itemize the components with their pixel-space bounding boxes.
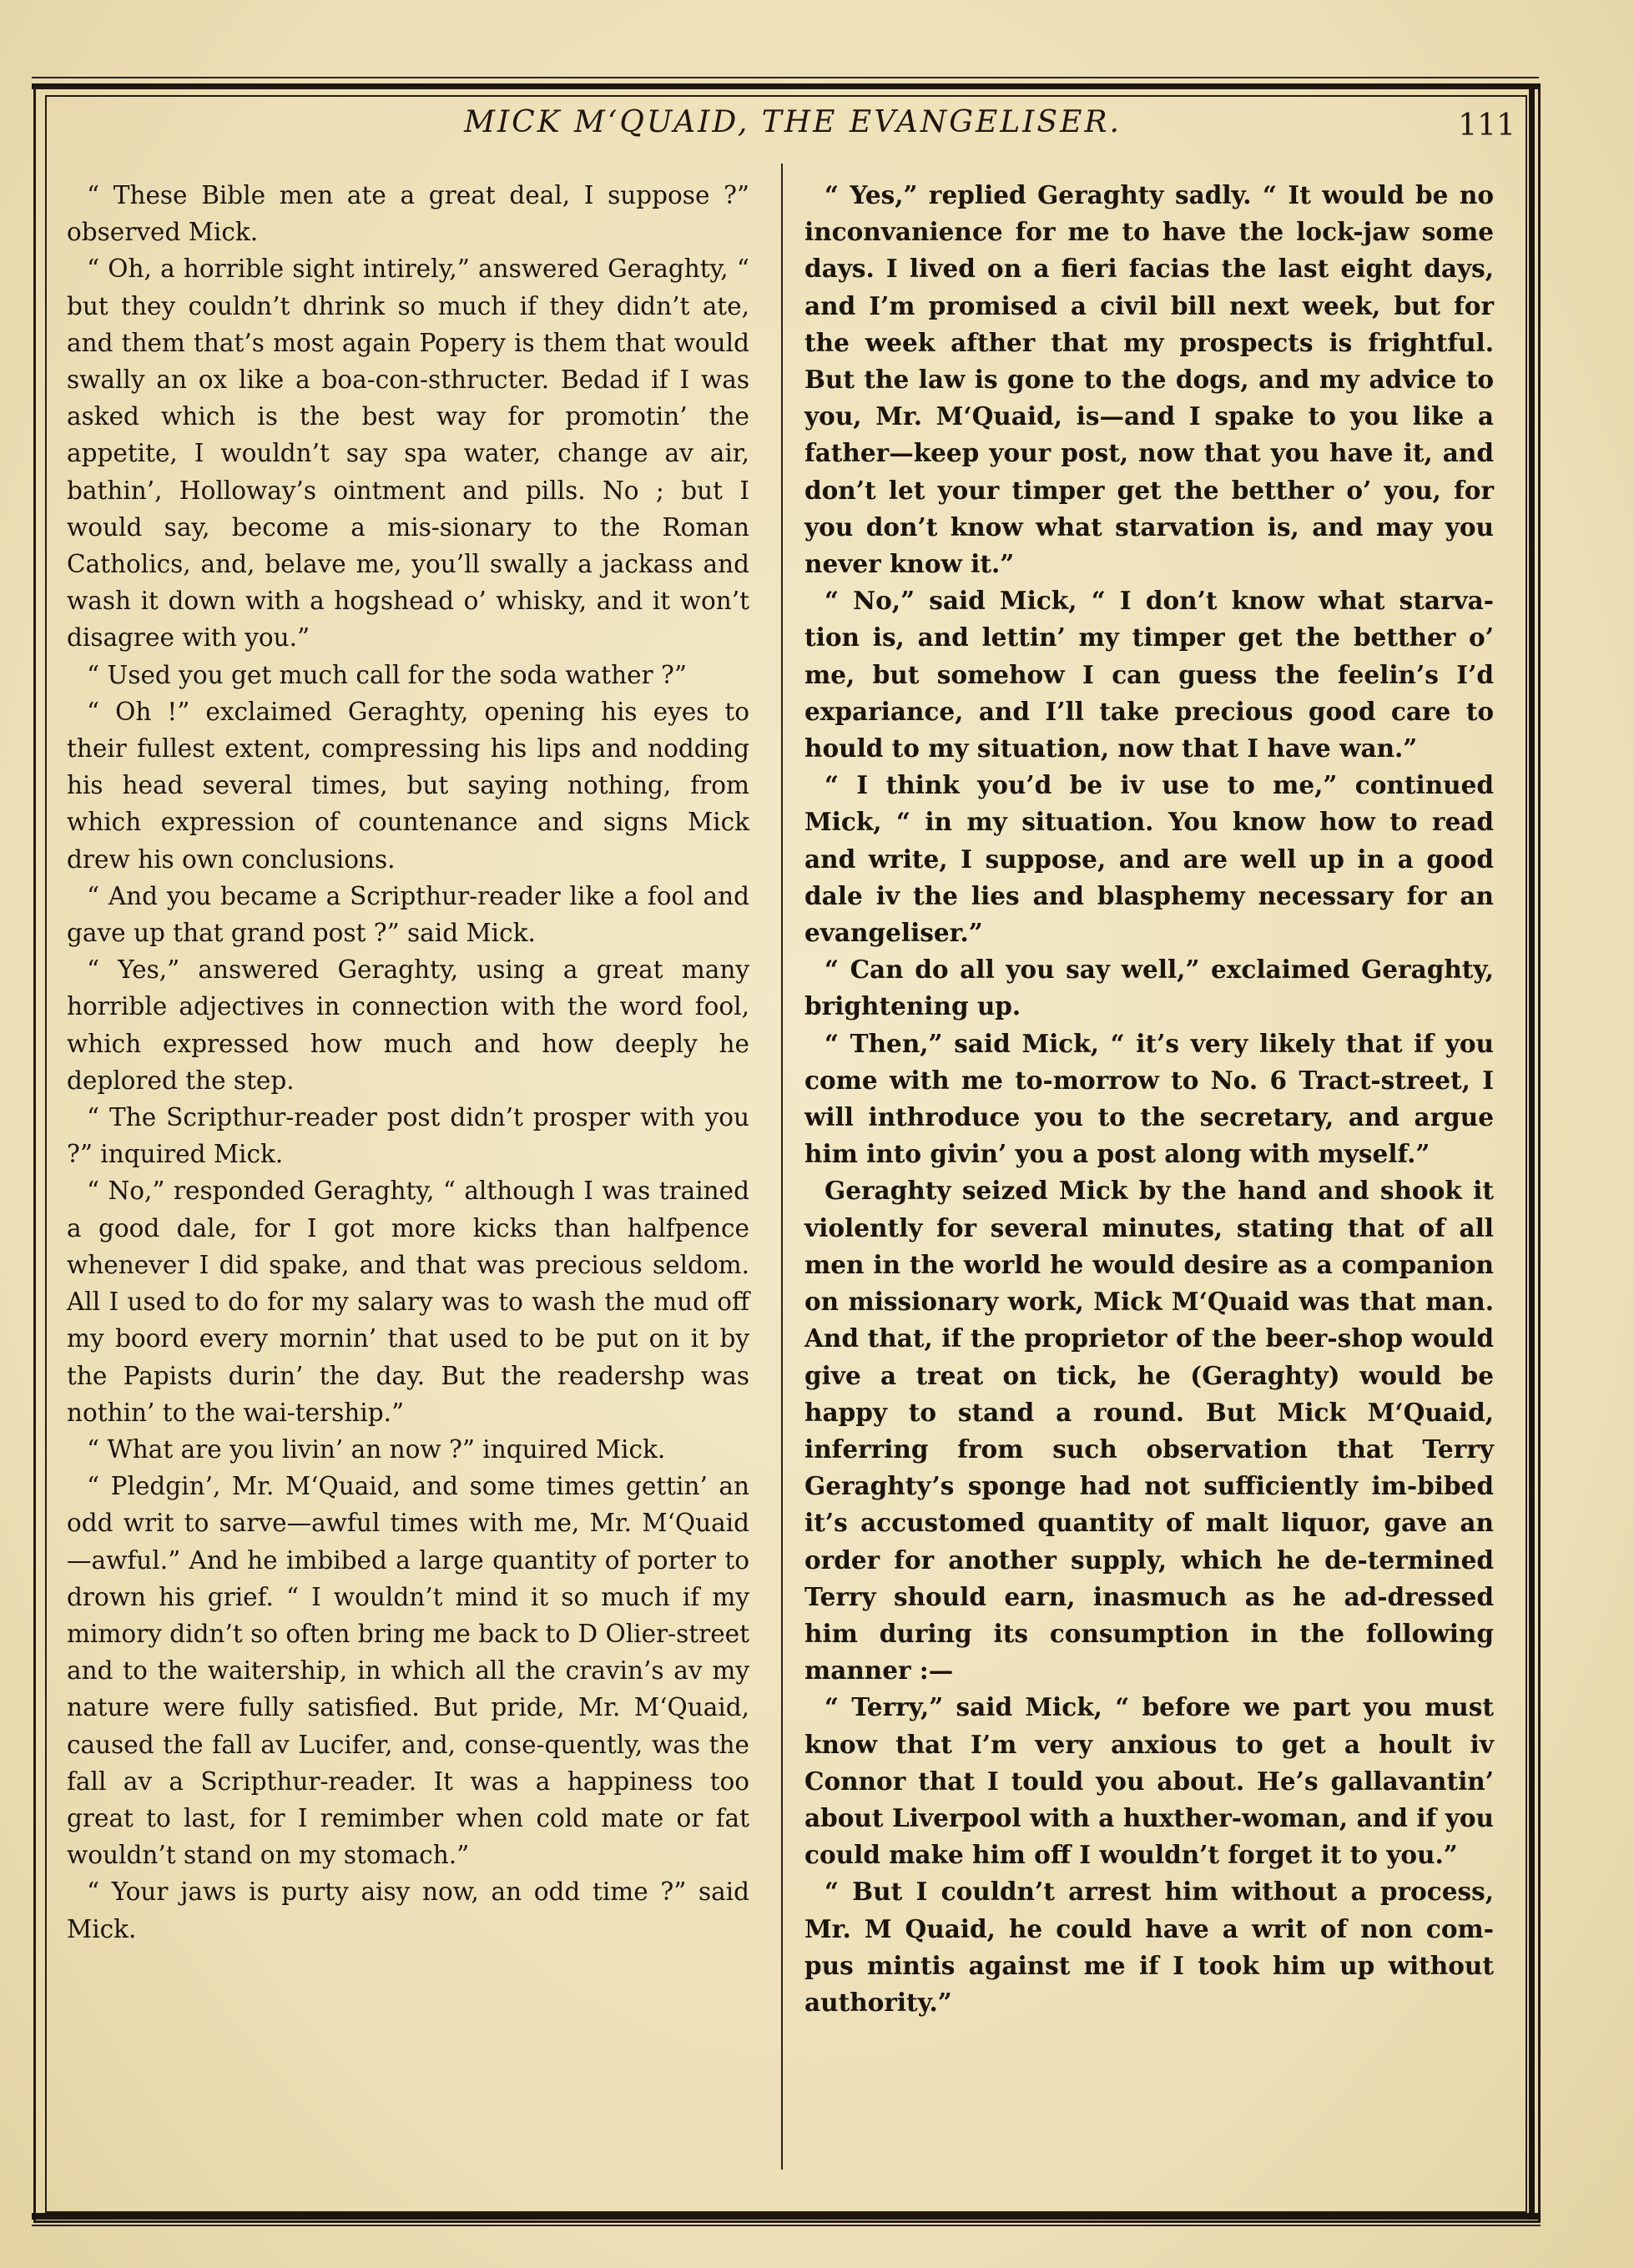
paragraph: “ Then,” said Mick, “ it’s very likely that if you come with me to-morrow to No. 6 Tract-street, I will inthroduce you to the secretary, and argue him into givin’ you a post along with myself.” xyxy=(804,1028,1494,1169)
paragraph: Geraghty seized Mick by the hand and shook it violently for several minutes, stating that of all men in the world he would desire as a companion on missionary work, Mick M‘Quaid was that man. And that, if the proprietor of the beer-shop would give a treat on tick, he (Geraghty) would be happy to stand a round. But Mick M‘Quaid, inferring from such observation that Terry Geraghty’s sponge had not sufficiently im-bibed it’s accustomed quantity of malt liquor, gave an order for another supply, which he de-termined Terry should earn, inasmuch as he ad-dressed him during its consumption in the following manner :— xyxy=(804,1176,1494,1686)
paragraph: “ What are you livin’ an now ?” inquired Mick. xyxy=(87,1434,666,1464)
paragraph: “ Your jaws is purty aisy now, an odd time ?” said Mick. xyxy=(67,1877,749,1943)
top-rule-thin xyxy=(32,77,1539,78)
paragraph: “ Yes,” answered Geraghty, using a great many horrible adjectives in connection with the word fool, which expressed how much and how deeply he deplored the step. xyxy=(67,955,749,1095)
right-column xyxy=(804,177,1494,2021)
paragraph: “ No,” said Mick, “ I don’t know what starva-tion is, and lettin’ my timper get the betther o’ me, but somehow I can guess the feelin’s I’d expariance, and I’ll take precious good care to hould to my situation, now that I have wan.” xyxy=(804,586,1494,764)
page-number: 111 xyxy=(1458,108,1515,143)
page-frame-right-rule xyxy=(1529,83,1535,2220)
paragraph: “ But I couldn’t arrest him without a process, Mr. M Quaid, he could have a writ of non com-pus mintis against me if I took him up without authority.” xyxy=(804,1877,1494,2017)
paragraph: “ The Scripthur-reader post didn’t prosper with you ?” inquired Mick. xyxy=(67,1103,749,1169)
paragraph: “ No,” responded Geraghty, “ although I was trained a good dale, for I got more kicks than halfpence whenever I did spake, and that was precious seldom. All I used to do for my salary was to wash the mud off my boord every mornin’ that used to be put on it by the Papists durin’ the day. But the readershp was nothin’ to the wai-tership.” xyxy=(67,1177,749,1427)
bottom-rule-thick xyxy=(32,2213,1541,2220)
bottom-rule-thin xyxy=(32,2225,1541,2226)
paragraph: “ Can do all you say well,” exclaimed Geraghty, brightening up. xyxy=(804,955,1494,1021)
paragraph: “ Terry,” said Mick, “ before we part you must know that I’m very anxious to get a hoult iv Connor that I tould you about. He’s gallavantin’ about Liverpool with a huxther-woman, and if you could make him off I wouldn’t forget it to you.” xyxy=(804,1692,1494,1870)
running-head-title: MICK M‘QUAID, THE EVANGELISER. xyxy=(464,105,1122,139)
paragraph: “ I think you’d be iv use to me,” continued Mick, “ in my situation. You know how to read and write, I suppose, and are well up in a good dale iv the lies and blasphemy necessary for an evangeliser.” xyxy=(804,770,1494,948)
paragraph: “ Oh !” exclaimed Geraghty, opening his eyes to their fullest extent, compressing his lips and nodding his head several times, but saying nothing, from which expression of countenance and signs Mick drew his own conclusions. xyxy=(67,697,749,874)
paragraph: “ Used you get much call for the soda wather ?” xyxy=(87,660,687,689)
left-column xyxy=(67,177,749,1948)
paragraph: “ Yes,” replied Geraghty sadly. “ It would be no inconvanience for me to have the lock-jaw some days. I lived on a fieri facias the last eight days, and I’m promised a civil bill next week, but for the week afther that my prospects is frightful. But the law is gone to the dogs, and my advice to you, Mr. M‘Quaid, is—and I spake to you like a father—keep your post, now that you have it, and don’t let your timper get the betther o’ you, for you don’t know what starvation is, and may you never know it.” xyxy=(804,180,1494,579)
paragraph: “ These Bible men ate a great deal, I suppose ?” observed Mick. xyxy=(67,181,749,247)
paragraph: “ And you became a Scripthur-reader like a fool and gave up that grand post ?” said Mick. xyxy=(67,881,749,948)
paragraph: “ Oh, a horrible sight intirely,” answered Geraghty, “ but they couldn’t dhrink so much if they didn’t ate, and them that’s most again Popery is them that would swally an ox like a boa-con-sthructer. Bedad if I was asked which is the best way for promotin’ the appetite, I wouldn’t say spa water, change av air, bathin’, Holloway’s ointment and pills. No ; but I would say, become a mis-sionary to the Roman Catholics, and, belave me, you’ll swally a jackass and wash it down with a hogshead o’ whisky, and it won’t disagree with you.” xyxy=(67,255,749,653)
column-divider xyxy=(781,164,783,2170)
paragraph: “ Pledgin’, Mr. M‘Quaid, and some times gettin’ an odd writ to sarve—awful times with me, Mr. M‘Quaid—awful.” And he imbibed a large quantity of porter to drown his grief. “ I wouldn’t mind it so much if my mimory didn’t so often bring me back to D Olier-street and to the waitership, in which all the cravin’s av my nature were fully satisfied. But pride, Mr. M‘Quaid, caused the fall av Lucifer, and, conse-quently, was the fall av a Scripthur-reader. It was a happiness too great to last, for I remimber when cold mate or fat wouldn’t stand on my stomach.” xyxy=(67,1472,749,1870)
